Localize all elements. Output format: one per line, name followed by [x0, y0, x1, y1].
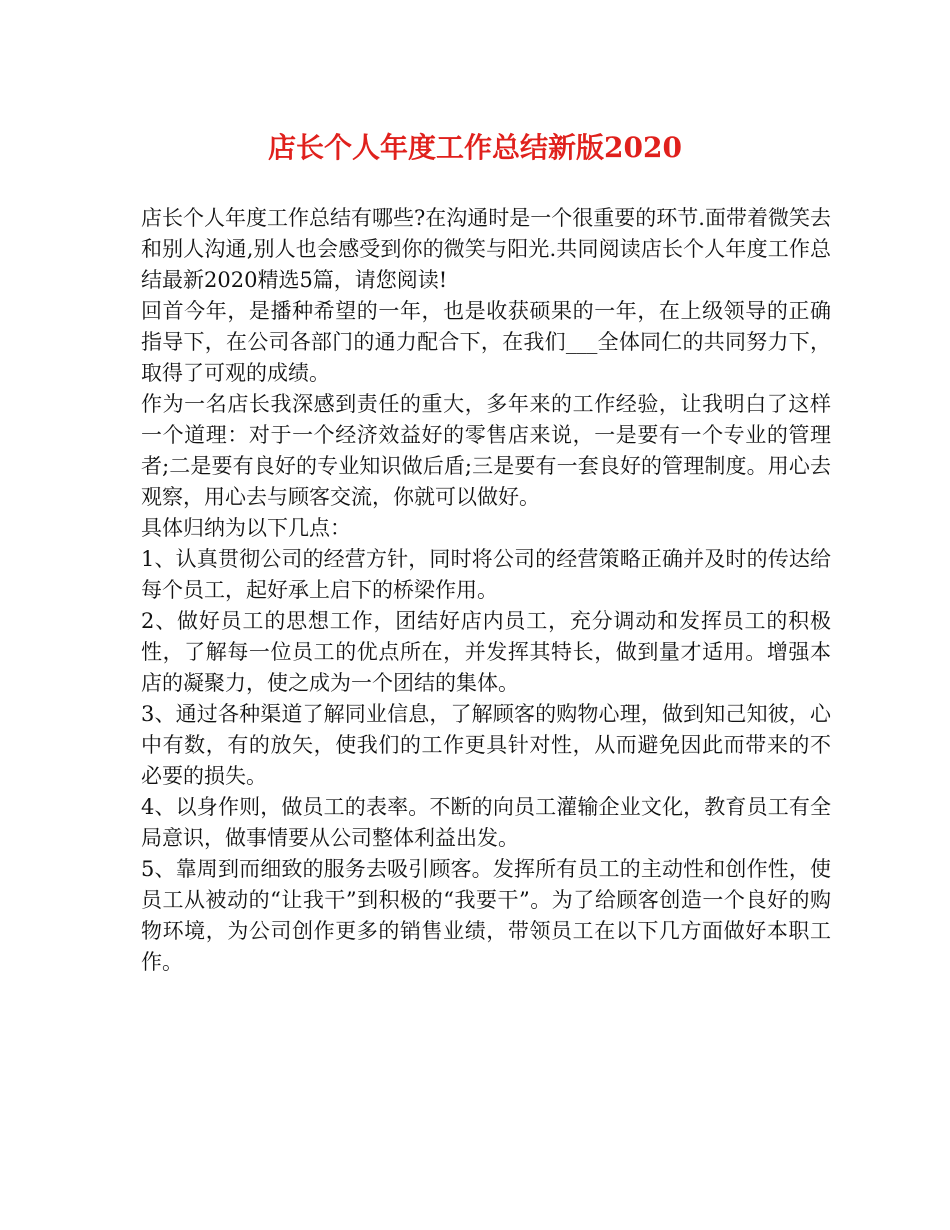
- document-body: [141, 203, 831, 978]
- paragraph-point-5: 5、靠周到而细致的服务去吸引顾客。发挥所有员工的主动性和创作性，使员工从被动的“让我干”到积极的“我要干”。为了给顾客创造一个良好的购物环境，为公司创作更多的销售业绩，带领员工在以下几方面做好本职工作。: [141, 857, 831, 974]
- document-title: 店长个人年度工作总结新版2020: [268, 131, 682, 164]
- paragraph-point-4: 4、以身作则，做员工的表率。不断的向员工灌输企业文化，教育员工有全局意识，做事情要从公司整体利益出发。: [141, 795, 831, 850]
- paragraph-intro: 店长个人年度工作总结有哪些?在沟通时是一个很重要的环节.面带着微笑去和别人沟通,别人也会感受到你的微笑与阳光.共同阅读店长个人年度工作总结最新2020精选5篇，请您阅读!: [141, 206, 831, 292]
- paragraph-review: 回首今年，是播种希望的一年，也是收获硕果的一年，在上级领导的正确指导下，在公司各部门的通力配合下，在我们___全体同仁的共同努力下，取得了可观的成绩。: [141, 299, 831, 385]
- paragraph-point-1: 1、认真贯彻公司的经营方针，同时将公司的经营策略正确并及时的传达给每个员工，起好承上启下的桥梁作用。: [141, 547, 831, 602]
- paragraph-summary-heading: 具体归纳为以下几点：: [141, 516, 351, 540]
- paragraph-responsibility: 作为一名店长我深感到责任的重大，多年来的工作经验，让我明白了这样一个道理：对于一个经济效益好的零售店来说，一是要有一个专业的管理者;二是要有良好的专业知识做后盾;三是要有一套良好的管理制度。用心去观察，用心去与顾客交流，你就可以做好。: [141, 392, 831, 509]
- paragraph-point-2: 2、做好员工的思想工作，团结好店内员工，充分调动和发挥员工的积极性，了解每一位员工的优点所在，并发挥其特长，做到量才适用。增强本店的凝聚力，使之成为一个团结的集体。: [141, 609, 831, 695]
- paragraph-point-3: 3、通过各种渠道了解同业信息，了解顾客的购物心理，做到知己知彼，心中有数，有的放矢，使我们的工作更具针对性，从而避免因此而带来的不必要的损失。: [141, 702, 831, 788]
